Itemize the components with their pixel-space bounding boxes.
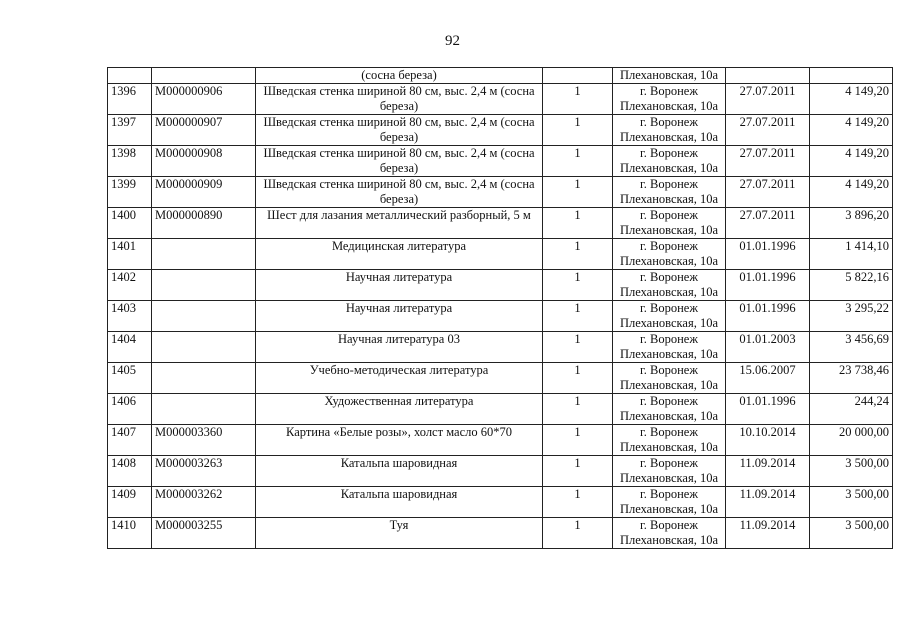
cell-qty: 1 [543, 84, 613, 115]
cell-name: Туя [256, 518, 543, 549]
cell-code [152, 332, 256, 363]
cell-qty: 1 [543, 208, 613, 239]
cell-amount: 4 149,20 [810, 84, 893, 115]
table-row [108, 239, 893, 270]
cell-qty: 1 [543, 363, 613, 394]
cell-address: г. Воронеж Плехановская, 10а [613, 394, 726, 425]
table-row [108, 332, 893, 363]
cell-amount: 5 822,16 [810, 270, 893, 301]
cell-num: 1405 [108, 363, 152, 394]
cell-name: Катальпа шаровидная [256, 487, 543, 518]
cell-address: г. Воронеж Плехановская, 10а [613, 456, 726, 487]
cell-date: 27.07.2011 [726, 84, 810, 115]
cell-num: 1410 [108, 518, 152, 549]
cell-name: Медицинская литература [256, 239, 543, 270]
table-row [108, 270, 893, 301]
cell-code: М000000890 [152, 208, 256, 239]
cell-address: г. Воронеж Плехановская, 10а [613, 363, 726, 394]
cell-code: М000000906 [152, 84, 256, 115]
cell-address: г. Воронеж Плехановская, 10а [613, 487, 726, 518]
cell-date: 27.07.2011 [726, 146, 810, 177]
cell-name: Научная литература [256, 301, 543, 332]
cell-amount: 23 738,46 [810, 363, 893, 394]
cell-name: (сосна береза) [256, 68, 543, 84]
table-row [108, 301, 893, 332]
cell-num: 1399 [108, 177, 152, 208]
cell-name: Учебно-методическая литература [256, 363, 543, 394]
table-row [108, 146, 893, 177]
table-row [108, 115, 893, 146]
cell-num: 1396 [108, 84, 152, 115]
cell-num: 1398 [108, 146, 152, 177]
table-row [108, 518, 893, 549]
cell-qty: 1 [543, 115, 613, 146]
table-row [108, 456, 893, 487]
cell-address: г. Воронеж Плехановская, 10а [613, 425, 726, 456]
cell-num: 1409 [108, 487, 152, 518]
cell-amount: 1 414,10 [810, 239, 893, 270]
cell-address: г. Воронеж Плехановская, 10а [613, 84, 726, 115]
inventory-table [107, 67, 893, 549]
cell-amount: 244,24 [810, 394, 893, 425]
cell-amount: 3 456,69 [810, 332, 893, 363]
cell-amount: 3 500,00 [810, 487, 893, 518]
table-row [108, 208, 893, 239]
cell-num: 1397 [108, 115, 152, 146]
cell-num: 1402 [108, 270, 152, 301]
cell-code: М000003263 [152, 456, 256, 487]
cell-num: 1404 [108, 332, 152, 363]
cell-date: 01.01.2003 [726, 332, 810, 363]
table-row [108, 363, 893, 394]
cell-name: Шведская стенка шириной 80 см, выс. 2,4 м (сосна береза) [256, 177, 543, 208]
table-row [108, 394, 893, 425]
cell-address: г. Воронеж Плехановская, 10а [613, 208, 726, 239]
cell-date: 11.09.2014 [726, 487, 810, 518]
cell-amount: 4 149,20 [810, 115, 893, 146]
cell-code: М000000907 [152, 115, 256, 146]
cell-date [726, 68, 810, 84]
cell-qty [543, 68, 613, 84]
cell-qty: 1 [543, 394, 613, 425]
cell-qty: 1 [543, 487, 613, 518]
cell-name: Шведская стенка шириной 80 см, выс. 2,4 м (сосна береза) [256, 84, 543, 115]
cell-code: М000003255 [152, 518, 256, 549]
cell-num: 1406 [108, 394, 152, 425]
cell-num: 1407 [108, 425, 152, 456]
cell-qty: 1 [543, 239, 613, 270]
cell-code [152, 363, 256, 394]
cell-address: г. Воронеж Плехановская, 10а [613, 332, 726, 363]
cell-address: г. Воронеж Плехановская, 10а [613, 115, 726, 146]
cell-code [152, 270, 256, 301]
cell-address: г. Воронеж Плехановская, 10а [613, 146, 726, 177]
cell-num: 1403 [108, 301, 152, 332]
cell-amount: 3 896,20 [810, 208, 893, 239]
cell-date: 01.01.1996 [726, 270, 810, 301]
cell-num: 1408 [108, 456, 152, 487]
cell-num: 1400 [108, 208, 152, 239]
cell-code [152, 239, 256, 270]
cell-name: Художественная литература [256, 394, 543, 425]
cell-amount: 3 500,00 [810, 518, 893, 549]
cell-date: 27.07.2011 [726, 115, 810, 146]
cell-code: М000003262 [152, 487, 256, 518]
cell-address: г. Воронеж Плехановская, 10а [613, 239, 726, 270]
cell-address: г. Воронеж Плехановская, 10а [613, 301, 726, 332]
cell-code [152, 301, 256, 332]
cell-qty: 1 [543, 177, 613, 208]
cell-qty: 1 [543, 146, 613, 177]
cell-date: 27.07.2011 [726, 177, 810, 208]
cell-qty: 1 [543, 332, 613, 363]
cell-date: 11.09.2014 [726, 518, 810, 549]
page-number: 92 [445, 33, 460, 49]
table-row [108, 84, 893, 115]
cell-name: Шест для лазания металлический разборный, 5 м [256, 208, 543, 239]
cell-code [152, 68, 256, 84]
cell-address: г. Воронеж Плехановская, 10а [613, 177, 726, 208]
cell-name: Катальпа шаровидная [256, 456, 543, 487]
cell-code: М000000909 [152, 177, 256, 208]
cell-name: Шведская стенка шириной 80 см, выс. 2,4 м (сосна береза) [256, 146, 543, 177]
cell-qty: 1 [543, 518, 613, 549]
cell-address: Плехановская, 10а [613, 68, 726, 84]
cell-name: Шведская стенка шириной 80 см, выс. 2,4 м (сосна береза) [256, 115, 543, 146]
cell-address: г. Воронеж Плехановская, 10а [613, 270, 726, 301]
continuation-row [108, 68, 893, 84]
cell-amount: 4 149,20 [810, 177, 893, 208]
cell-qty: 1 [543, 270, 613, 301]
cell-amount: 3 295,22 [810, 301, 893, 332]
cell-code: М000000908 [152, 146, 256, 177]
cell-date: 01.01.1996 [726, 239, 810, 270]
cell-amount: 4 149,20 [810, 146, 893, 177]
table-row [108, 425, 893, 456]
cell-amount [810, 68, 893, 84]
cell-qty: 1 [543, 456, 613, 487]
cell-qty: 1 [543, 301, 613, 332]
cell-date: 01.01.1996 [726, 394, 810, 425]
cell-num: 1401 [108, 239, 152, 270]
cell-code [152, 394, 256, 425]
cell-address: г. Воронеж Плехановская, 10а [613, 518, 726, 549]
cell-date: 11.09.2014 [726, 456, 810, 487]
cell-num [108, 68, 152, 84]
cell-code: М000003360 [152, 425, 256, 456]
table-row [108, 487, 893, 518]
cell-date: 15.06.2007 [726, 363, 810, 394]
cell-name: Научная литература [256, 270, 543, 301]
cell-date: 27.07.2011 [726, 208, 810, 239]
cell-qty: 1 [543, 425, 613, 456]
cell-name: Картина «Белые розы», холст масло 60*70 [256, 425, 543, 456]
table-row [108, 177, 893, 208]
cell-amount: 20 000,00 [810, 425, 893, 456]
cell-date: 01.01.1996 [726, 301, 810, 332]
cell-date: 10.10.2014 [726, 425, 810, 456]
cell-amount: 3 500,00 [810, 456, 893, 487]
cell-name: Научная литература 03 [256, 332, 543, 363]
